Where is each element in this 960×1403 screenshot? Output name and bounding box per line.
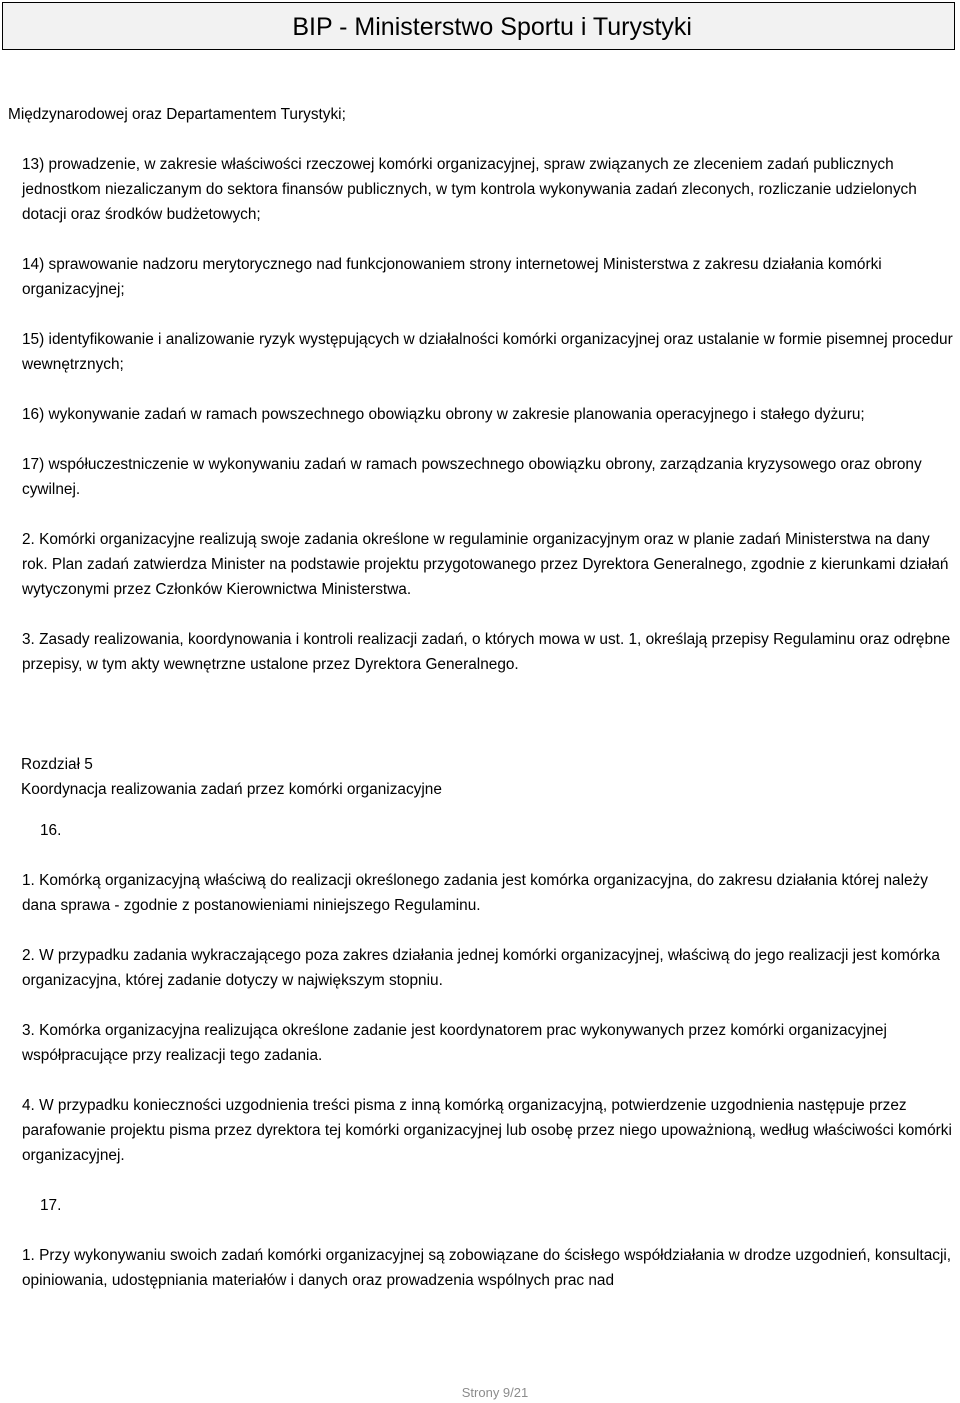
item-15: 15) identyfikowanie i analizowanie ryzyk występujących w działalności komórki organizacyjnej oraz ustalanie w formie pisemnej procedur wewnętrznych; [22, 331, 953, 373]
document-body [8, 102, 954, 1293]
section-17-paragraph-1: 1. Przy wykonywaniu swoich zadań komórki organizacyjnej są zobowiązane do ścisłego współdziałania w drodze uzgodnień, konsultacji, opiniowania, udostępniania materiałów i danych oraz prowadzenia wspólnych prac nad [22, 1247, 952, 1289]
item-14: 14) sprawowanie nadzoru merytorycznego nad funkcjonowaniem strony internetowej Ministerstwa z zakresu działania komórki organizacyjnej; [22, 256, 882, 298]
chapter-title: Koordynacja realizowania zadań przez komórki organizacyjne [21, 781, 442, 798]
section-16-paragraph-1: 1. Komórką organizacyjną właściwą do realizacji określonego zadania jest komórka organizacyjna, do zakresu działania której należy dana sprawa - zgodnie z postanowieniami niniejszego Regulaminu. [22, 872, 928, 914]
section-17-heading: 17. [40, 1197, 62, 1214]
section-16-paragraph-2: 2. W przypadku zadania wykraczającego poza zakres działania jednej komórki organizacyjnej, właściwą do jego realizacji jest komórka organizacyjna, której zadanie dotyczy w największym stopniu. [22, 947, 940, 989]
item-16: 16) wykonywanie zadań w ramach powszechnego obowiązku obrony w zakresie planowania operacyjnego i stałego dyżuru; [22, 406, 865, 423]
page-number: Strony 9/21 [461, 1385, 529, 1400]
item-17: 17) współuczestniczenie w wykonywaniu zadań w ramach powszechnego obowiązku obrony, zarządzania kryzysowego oraz obrony cywilnej. [22, 456, 922, 498]
section-16-paragraph-4: 4. W przypadku konieczności uzgodnienia treści pisma z inną komórką organizacyjną, potwierdzenie uzgodnienia następuje przez parafowanie projektu pisma przez dyrektora tej komórki organizacyjnej lub osobę przez niego upoważnioną, według właściwości komórki organizacyjnej. [22, 1097, 952, 1164]
page-header [2, 2, 955, 50]
item-13: 13) prowadzenie, w zakresie właściwości rzeczowej komórki organizacyjnej, spraw związanych ze zleceniem zadań publicznych jednostkom niezaliczanym do sektora finansów publicznych, w tym kontrola wykonywania zadań zleconych, rozliczanie udzielonych dotacji oraz środków budżetowych; [22, 156, 917, 223]
header-title: BIP - Ministerstwo Sportu i Turystyki [292, 13, 692, 41]
paragraph-2: 2. Komórki organizacyjne realizują swoje zadania określone w regulaminie organizacyjnym oraz w planie zadań Ministerstwa na dany rok. Plan zadań zatwierdza Minister na podstawie projektu przygotowanego przez Dyrektora Generalnego, zgodnie z kierunkami działań wytyczonymi przez Członków Kierownictwa Ministerstwa. [22, 531, 949, 598]
section-16-heading: 16. [40, 822, 62, 839]
intro-paragraph: Międzynarodowej oraz Departamentem Turystyki; [8, 106, 346, 123]
paragraph-3: 3. Zasady realizowania, koordynowania i kontroli realizacji zadań, o których mowa w ust. 1, określają przepisy Regulaminu oraz odrębne przepisy, w tym akty wewnętrzne ustalone przez Dyrektora Generalnego. [22, 631, 951, 673]
page-footer [0, 1383, 960, 1403]
section-16-paragraph-3: 3. Komórka organizacyjna realizująca określone zadanie jest koordynatorem prac wykonywanych przez komórki organizacyjnej współpracujące przy realizacji tego zadania. [22, 1022, 887, 1064]
chapter-number: Rozdział 5 [21, 756, 93, 773]
